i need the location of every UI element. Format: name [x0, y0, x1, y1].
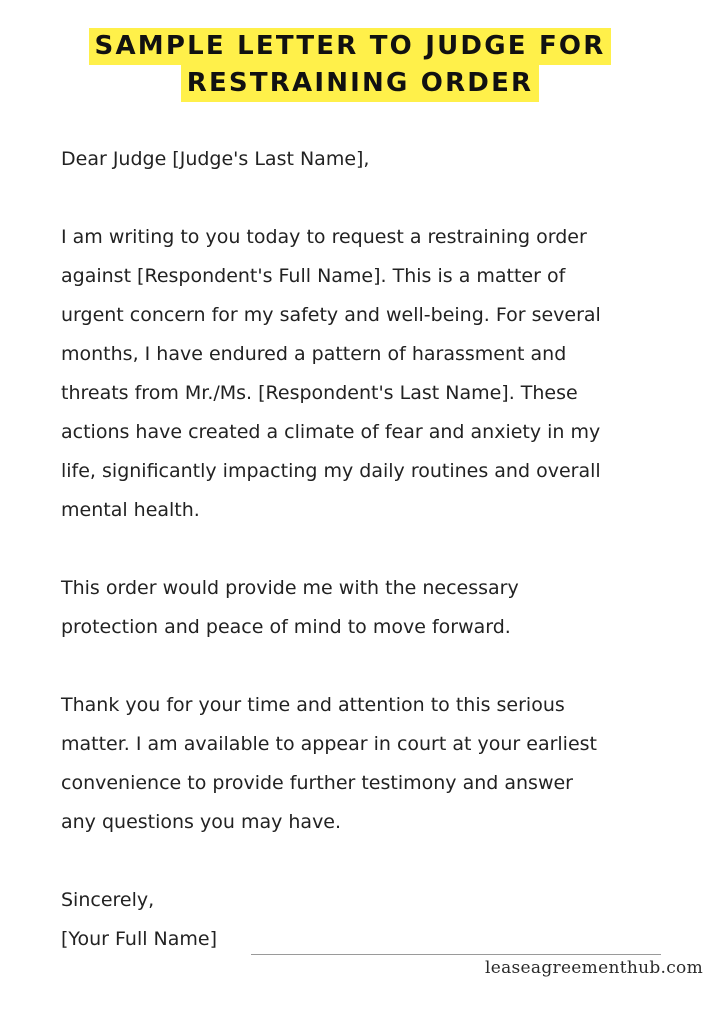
paragraph-1-line: life, significantly impacting my daily routines and overall: [61, 460, 601, 482]
paragraph-2-line: This order would provide me with the necessary: [61, 577, 519, 599]
paragraph-1-line: I am writing to you today to request a restraining order: [61, 226, 587, 248]
paragraph-1-line: urgent concern for my safety and well-being. For several: [61, 304, 601, 326]
signature-line: [251, 954, 661, 955]
paragraph-1: [61, 218, 686, 530]
signature-name: [Your Full Name]: [61, 928, 218, 950]
paragraph-3-line: any questions you may have.: [61, 811, 342, 833]
letter-body: [61, 140, 686, 959]
signature-row: [61, 920, 686, 959]
salutation: Dear Judge [Judge's Last Name],: [61, 148, 370, 170]
title-line-2: RESTRAINING ORDER: [181, 65, 540, 102]
closing: Sincerely,: [61, 889, 155, 911]
paragraph-3-line: convenience to provide further testimony and answer: [61, 772, 573, 794]
paragraph-1-line: months, I have endured a pattern of harassment and: [61, 343, 567, 365]
document-title: [0, 28, 720, 102]
title-line-1: SAMPLE LETTER TO JUDGE FOR: [89, 28, 612, 65]
paragraph-1-line: against [Respondent's Full Name]. This is a matter of: [61, 265, 566, 287]
paragraph-2: [61, 569, 686, 647]
paragraph-3-line: Thank you for your time and attention to this serious: [61, 694, 565, 716]
paragraph-2-line: protection and peace of mind to move forward.: [61, 616, 511, 638]
paragraph-1-line: threats from Mr./Ms. [Respondent's Last Name]. These: [61, 382, 578, 404]
paragraph-3: [61, 686, 686, 842]
paragraph-1-line: mental health.: [61, 499, 200, 521]
site-watermark: leaseagreementhub.com: [484, 958, 703, 978]
paragraph-1-line: actions have created a climate of fear and anxiety in my: [61, 421, 601, 443]
paragraph-3-line: matter. I am available to appear in court at your earliest: [61, 733, 597, 755]
